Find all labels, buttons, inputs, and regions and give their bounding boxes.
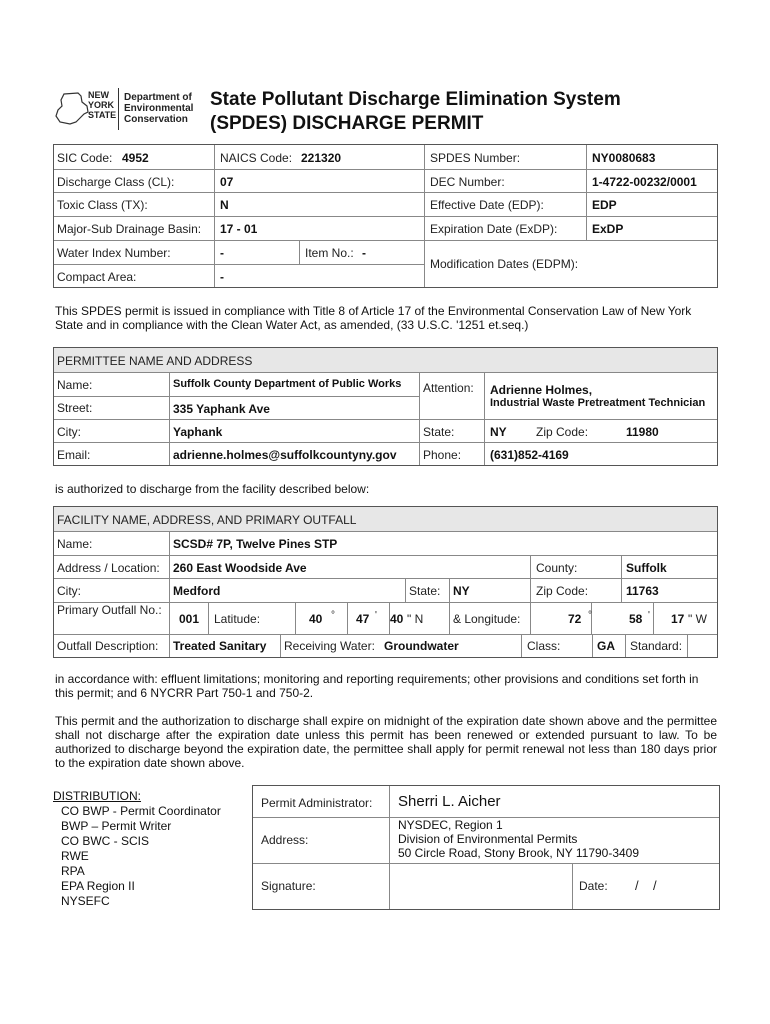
permittee-phone-label: Phone: [423,448,462,462]
logo-state-line3: STATE [88,110,117,120]
accordance-statement: in accordance with: effluent limitations; monitoring and reporting requirements; other provisions and conditions set forth in this permit; and 6 NYCRR Part 750-1 and 750-2. [55,672,699,700]
longitude-seconds: 17 [671,612,685,626]
dec-value: 1-4722-00232/0001 [592,175,697,189]
spdes-value: NY0080683 [592,151,656,165]
permittee-city-label: City: [57,425,81,439]
item-label: Item No.: [305,246,354,260]
latitude-degree-symbol: ° [331,610,335,621]
toxic-value: N [220,198,229,212]
permittee-header: PERMITTEE NAME AND ADDRESS [57,354,253,368]
permittee-name-label: Name: [57,378,93,392]
signature-label: Signature: [261,879,316,893]
exdp-label: Expiration Date (ExDP): [430,222,558,236]
naics-value: 221320 [301,151,342,165]
distribution-item: CO BWP - Permit Coordinator [61,804,221,818]
compliance-statement: This SPDES permit is issued in compliance with Title 8 of Article 17 of the Environmental Conservation Law of New York State and in compliance with the Clean Water Act, as amended, (33 U.S.C. '1251 et.seq.) [55,304,692,332]
date-label: Date: [579,879,608,893]
logo-dept-line2: Environmental [124,103,194,114]
edp-label: Effective Date (EDP): [430,198,544,212]
permittee-zip-value: 11980 [626,425,659,439]
facility-county-value: Suffolk [626,561,667,575]
facility-zip-value: 11763 [626,584,659,598]
permit-info-table [53,144,718,288]
longitude-minutes: 58 [629,612,643,626]
distribution-item: NYSEFC [61,894,110,908]
water-class-label: Class: [527,639,561,653]
water-index-value: - [220,246,224,260]
permittee-email-value: adrienne.holmes@suffolkcountyny.gov [173,448,397,462]
title-line1: State Pollutant Discharge Elimination System [210,89,621,110]
title-line2: (SPDES) DISCHARGE PERMIT [210,113,484,134]
sic-label: SIC Code: [57,151,113,165]
attention-title: Industrial Waste Pretreatment Technician [490,397,706,409]
distribution-title: DISTRIBUTION: [53,789,142,803]
date-value[interactable]: / / [635,878,657,893]
permittee-street-value: 335 Yaphank Ave [173,402,270,416]
discharge-class-value: 07 [220,175,234,189]
latitude-degrees: 40 [309,612,323,626]
basin-label: Major-Sub Drainage Basin: [57,222,202,236]
distribution-item: RWE [61,849,89,863]
longitude-degrees: 72 [568,612,582,626]
permittee-name-value: Suffolk County Department of Public Works [173,378,402,390]
edp-value: EDP [592,198,617,212]
permittee-street-label: Street: [57,401,93,415]
modification-dates-label: Modification Dates (EDPM): [430,257,579,271]
primary-outfall-value: 001 [179,612,200,626]
facility-header: FACILITY NAME, ADDRESS, AND PRIMARY OUTFALL [57,513,357,527]
primary-outfall-label: Primary Outfall No.: [57,603,162,617]
permittee-email-label: Email: [57,448,91,462]
longitude-minute-symbol: ' [648,610,650,621]
distribution-item: BWP – Permit Writer [61,819,172,833]
administrator-address-label: Address: [261,833,309,847]
latitude-seconds: 40 [390,612,404,626]
administrator-address-line1: NYSDEC, Region 1 [398,818,503,832]
basin-value: 17 - 01 [220,222,258,236]
nys-dec-logo [54,88,204,136]
standard-label: Standard: [630,639,683,653]
new-york-state-map-icon [54,92,90,126]
longitude-degree-symbol: ° [588,610,592,621]
toxic-label: Toxic Class (TX): [57,198,148,212]
authorized-statement: is authorized to discharge from the facility described below: [55,482,370,496]
facility-county-label: County: [536,561,578,575]
receiving-water-label: Receiving Water: [284,639,375,653]
page-title [210,88,621,136]
sic-value: 4952 [122,151,149,165]
logo-dept-line3: Conservation [124,114,188,125]
logo-state-line2: YORK [88,100,115,110]
permittee-zip-label: Zip Code: [536,425,589,439]
outfall-description-label: Outfall Description: [57,639,159,653]
logo-dept-line1: Department of [124,92,192,103]
distribution-item: RPA [61,864,85,878]
distribution-item: EPA Region II [61,879,135,893]
compact-area-value: - [220,270,224,284]
facility-state-value: NY [453,584,470,598]
permittee-state-value: NY [490,425,507,439]
longitude-seconds-symbol: " W [688,612,707,626]
permittee-table [53,347,718,466]
administrator-box [252,785,720,910]
facility-name-label: Name: [57,537,93,551]
facility-address-label: Address / Location: [57,561,160,575]
permit-administrator-value: Sherri L. Aicher [398,793,501,810]
administrator-address-line2: Division of Environmental Permits [398,832,578,846]
water-index-label: Water Index Number: [57,246,171,260]
permit-administrator-label: Permit Administrator: [261,796,373,810]
facility-table [53,506,718,658]
naics-label: NAICS Code: [220,151,293,165]
facility-city-label: City: [57,584,81,598]
permittee-city-value: Yaphank [173,425,223,439]
water-class-value: GA [597,639,615,653]
exdp-value: ExDP [592,222,624,236]
attention-name: Adrienne Holmes, [490,383,593,397]
signature-field[interactable] [390,864,571,908]
attention-label: Attention: [423,381,474,395]
latitude-label: Latitude: [214,612,261,626]
distribution-item: CO BWC - SCIS [61,834,150,848]
spdes-label: SPDES Number: [430,151,521,165]
permittee-state-label: State: [423,425,455,439]
expiration-statement: This permit and the authorization to discharge shall expire on midnight of the expiration date shown above and the permittee shall not discharge after the expiration date unless this permit has been renewed or extended pursuant to law. To be authorized to discharge beyond the expiration date, the permittee shall apply for permit renewal not less than 180 days prior to the expiration date shown above. [55,714,717,770]
latitude-minute-symbol: ' [375,610,377,621]
dec-label: DEC Number: [430,175,505,189]
logo-state-line1: NEW [88,90,109,100]
item-value: - [362,246,366,260]
distribution-list [53,789,221,909]
receiving-water-value: Groundwater [384,639,459,653]
facility-zip-label: Zip Code: [536,584,589,598]
compact-area-label: Compact Area: [57,270,137,284]
permittee-phone-value: (631)852-4169 [490,448,569,462]
facility-state-label: State: [409,584,441,598]
longitude-label: & Longitude: [453,612,521,626]
discharge-class-label: Discharge Class (CL): [57,175,175,189]
outfall-description-value: Treated Sanitary [173,639,267,653]
latitude-seconds-symbol: " N [407,612,424,626]
administrator-address-line3: 50 Circle Road, Stony Brook, NY 11790-3409 [398,846,640,860]
facility-name-value: SCSD# 7P, Twelve Pines STP [173,537,338,551]
facility-address-value: 260 East Woodside Ave [173,561,307,575]
facility-city-value: Medford [173,584,221,598]
latitude-minutes: 47 [356,612,370,626]
